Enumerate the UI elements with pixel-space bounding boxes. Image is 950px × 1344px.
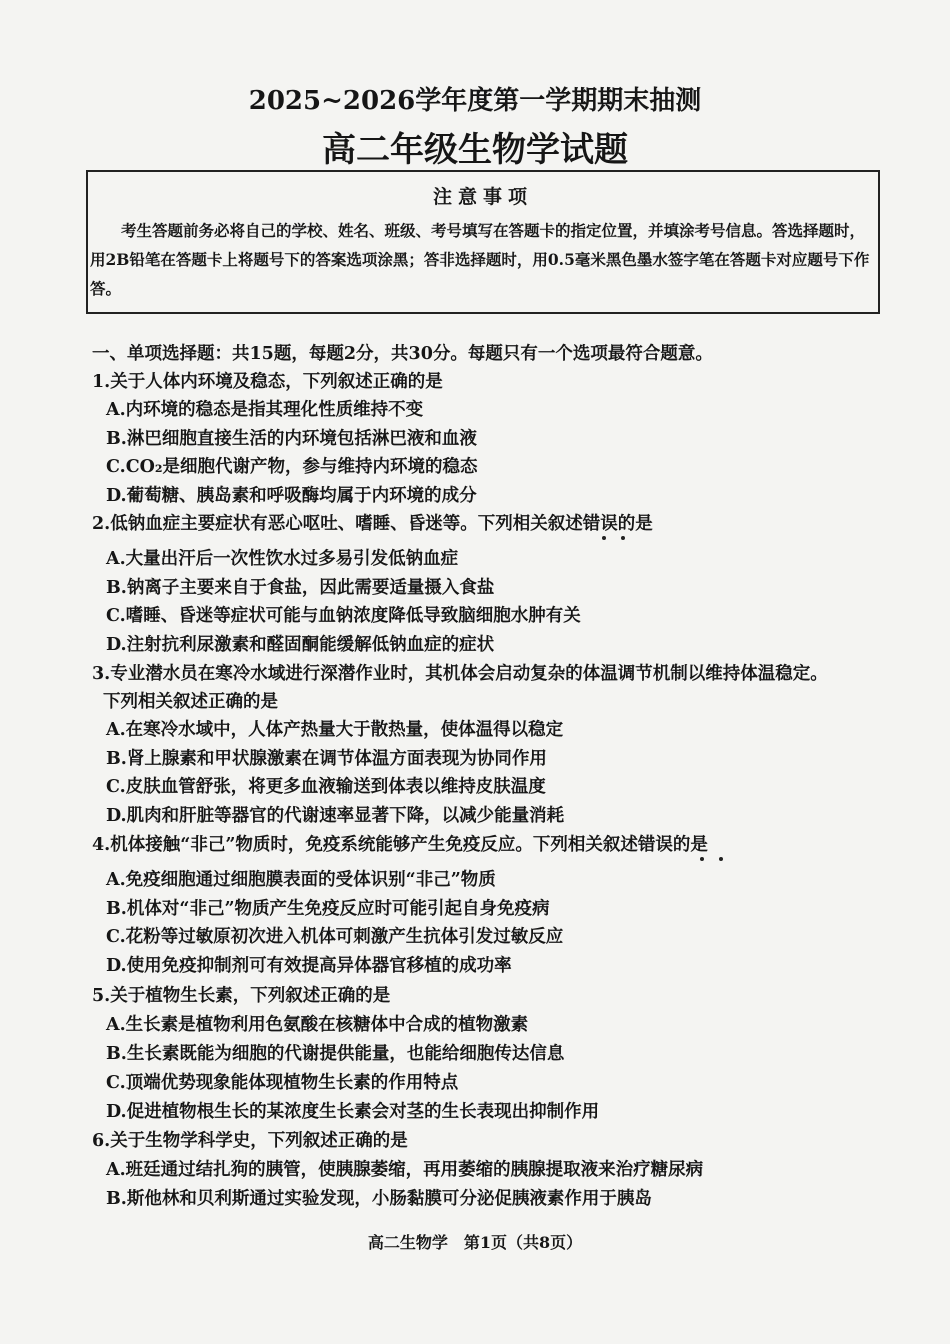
option: B.钠离子主要来自于食盐，因此需要适量摄入食盐 [106,578,495,598]
question-stem-continued: 下列相关叙述正确的是 [103,692,278,712]
question-stem: 3.专业潜水员在寒冷水域进行深潜作业时，其机体会启动复杂的体温调节机制以维持体温稳定。 [92,664,828,684]
emphasis-dot [719,857,723,861]
option: D.促进植物根生长的某浓度生长素会对茎的生长表现出抑制作用 [106,1102,600,1122]
exam-term-title: 2025~2026学年度第一学期期末抽测 [248,86,702,116]
option: D.注射抗利尿激素和醛固酮能缓解低钠血症的症状 [106,635,495,655]
question-stem: 4.机体接触“非己”物质时，免疫系统能够产生免疫反应。下列相关叙述错误的是 [92,835,708,855]
emphasis-dot [602,536,606,540]
option: A.内环境的稳态是指其理化性质维持不变 [106,400,424,420]
notice-box [86,170,880,314]
notice-body: 考生答题前务必将自己的学校、姓名、班级、考号填写在答题卡的指定位置，并填涂考号信息。答选择题时，用2B铅笔在答题卡上将题号下的答案选项涂黑；答非选择题时，用0.5毫米黑色墨水签字笔在答题卡对应题号下作答。 [90,221,870,298]
question-stem: 5.关于植物生长素，下列叙述正确的是 [92,986,391,1006]
option: C.花粉等过敏原初次进入机体可刺激产生抗体引发过敏反应 [106,927,564,947]
option: B.机体对“非己”物质产生免疫反应时可能引起自身免疫病 [106,899,550,919]
page-footer: 高二生物学 第1页（共8页） [367,1233,583,1252]
option: D.使用免疫抑制剂可有效提高异体器官移植的成功率 [106,956,512,976]
option: D.葡萄糖、胰岛素和呼吸酶均属于内环境的成分 [106,486,477,506]
option: B.生长素既能为细胞的代谢提供能量，也能给细胞传达信息 [106,1044,565,1064]
option: D.肌肉和肝脏等器官的代谢速率显著下降，以减少能量消耗 [106,806,565,826]
option: C.皮肤血管舒张，将更多血液输送到体表以维持皮肤温度 [106,777,546,797]
option: C.CO₂是细胞代谢产物，参与维持内环境的稳态 [106,457,478,477]
question-stem: 6.关于生物学科学史，下列叙述正确的是 [92,1131,408,1151]
section-heading: 一、单项选择题：共15题，每题2分，共30分。每题只有一个选项最符合题意。 [92,344,713,364]
option: A.大量出汗后一次性饮水过多易引发低钠血症 [106,549,459,569]
option: B.斯他林和贝利斯通过实验发现，小肠黏膜可分泌促胰液素作用于胰岛 [106,1189,652,1209]
option: A.免疫细胞通过细胞膜表面的受体识别“非己”物质 [106,870,496,890]
question-stem: 1.关于人体内环境及稳态，下列叙述正确的是 [92,372,443,392]
option: A.在寒冷水域中，人体产热量大于散热量，使体温得以稳定 [106,720,564,740]
emphasis-dot [700,857,704,861]
option: B.肾上腺素和甲状腺激素在调节体温方面表现为协同作用 [106,749,547,769]
emphasis-dot [621,536,625,540]
option: B.淋巴细胞直接生活的内环境包括淋巴液和血液 [106,429,477,449]
option: A.班廷通过结扎狗的胰管，使胰腺萎缩，再用萎缩的胰腺提取液来治疗糖尿病 [106,1160,704,1180]
option: C.顶端优势现象能体现植物生长素的作用特点 [106,1073,459,1093]
notice-title: 注意事项 [432,186,533,208]
question-stem: 2.低钠血症主要症状有恶心呕吐、嗜睡、昏迷等。下列相关叙述错误的是 [92,514,653,534]
option: C.嗜睡、昏迷等症状可能与血钠浓度降低导致脑细胞水肿有关 [106,606,581,626]
exam-subject-title: 高二年级生物学试题 [322,130,628,170]
option: A.生长素是植物利用色氨酸在核糖体中合成的植物激素 [106,1015,529,1035]
